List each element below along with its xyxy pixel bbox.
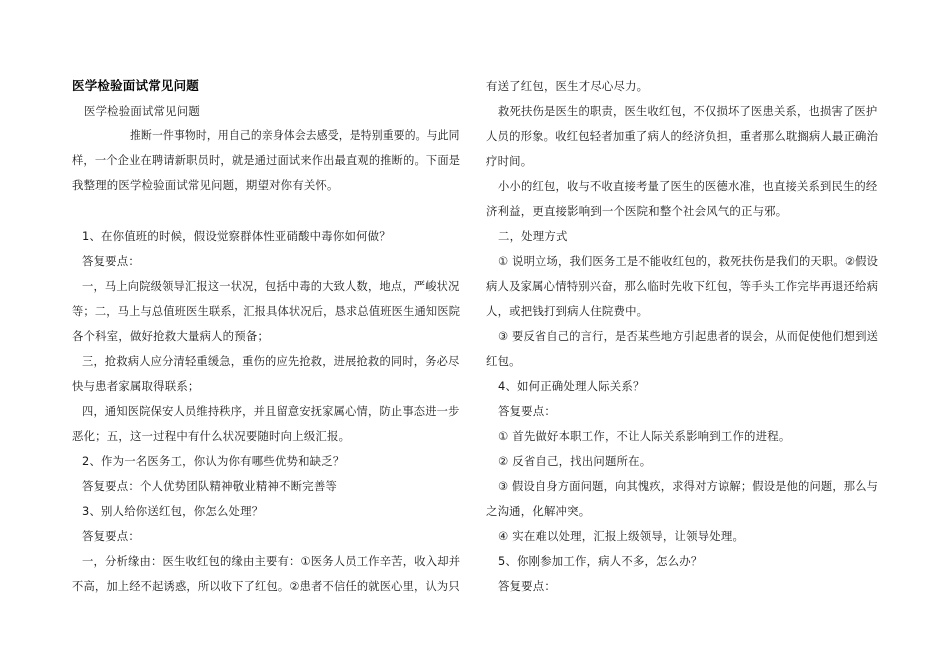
paragraph-line: 样，一个企业在聘请新职员时，就是通过面试来作出最直观的推断的。下面是 bbox=[72, 153, 461, 167]
answer-label: 答复要点： bbox=[82, 254, 140, 268]
paragraph-line: 推断一件事物时，用自己的亲身体会去感受，是特别重要的。与此同 bbox=[130, 128, 460, 142]
question-line: 3、别人给你送红包，你怎么处理？ bbox=[82, 504, 264, 518]
paragraph-line: ③ 要反省自己的言行，是否某些地方引起患者的误会，从而促使他们想到送 bbox=[498, 329, 879, 343]
paragraph-line: ③ 假设自身方面问题，向其愧疚，求得对方谅解；假设是他的问题，那么与 bbox=[498, 479, 879, 493]
answer-label: 答复要点： bbox=[498, 404, 556, 418]
paragraph-line: 之沟通，化解冲突。 bbox=[486, 504, 591, 518]
document-title: 医学检验面试常见问题 bbox=[72, 78, 200, 93]
paragraph-line: 疗时间。 bbox=[486, 154, 533, 168]
question-line: 2、作为一名医务工，你认为你有哪些优势和缺乏？ bbox=[82, 454, 345, 468]
paragraph-line: ① 说明立场，我们医务工是不能收红包的，救死扶伤是我们的天职。②假设 bbox=[498, 254, 879, 268]
paragraph-line: 我整理的医学检验面试常见问题，期望对你有关怀。 bbox=[72, 178, 339, 192]
paragraph-line: 一，分析缘由：医生收红包的缘由主要有：①医务人员工作辛苦，收入却并 bbox=[82, 554, 461, 568]
paragraph-line: 各个科室，做好抢救大量病人的预备； bbox=[72, 329, 270, 343]
paragraph-line: 有送了红包，医生才尽心尽力。 bbox=[486, 79, 649, 93]
paragraph-line: 答复要点：个人优势团队精神敬业精神不断完善等 bbox=[82, 479, 337, 493]
paragraph-line: 济利益，更直接影响到一个医院和整个社会风气的正与邪。 bbox=[486, 204, 788, 218]
question-line: 5、你刚参加工作，病人不多，怎么办？ bbox=[498, 554, 703, 568]
paragraph-line: 人员的形象。收红包轻者加重了病人的经济负担，重者那么耽搁病人最正确治 bbox=[486, 129, 879, 143]
paragraph-line: 人，或把钱打到病人住院费中。 bbox=[486, 304, 649, 318]
answer-label: 答复要点： bbox=[82, 529, 140, 543]
paragraph-line: ④ 实在难以处理，汇报上级领导，让领导处理。 bbox=[498, 529, 745, 543]
paragraph-line: 救死扶伤是医生的职责，医生收红包，不仅损坏了医患关系，也损害了医护 bbox=[498, 104, 878, 118]
paragraph-line: 病人及家属心情特别兴奋，那么临时先收下红包，等手头工作完毕再退还给病 bbox=[486, 279, 879, 293]
paragraph-line: 不高，加上经不起诱惑，所以收下了红包。②患者不信任的就医心里，认为只 bbox=[72, 579, 460, 593]
question-line: 1、在你值班的时候，假设觉察群体性亚硝酸中毒你如何做？ bbox=[82, 229, 391, 243]
paragraph-line: 快与患者家属取得联系； bbox=[72, 379, 200, 393]
subtitle-line: 医学检验面试常见问题 bbox=[84, 104, 200, 118]
paragraph-line: ② 反省自己，找出问题所在。 bbox=[498, 454, 652, 468]
paragraph-line: 恶化；五，这一过程中有什么状况要随时向上级汇报。 bbox=[72, 429, 351, 443]
paragraph-line: 等；二，马上与总值班医生联系，汇报具体状况后，恳求总值班医生通知医院 bbox=[72, 304, 461, 318]
paragraph-line: 一，马上向院级领导汇报这一状况，包括中毒的大致人数，地点，严峻状况 bbox=[82, 279, 460, 293]
answer-label: 答复要点： bbox=[498, 579, 556, 593]
paragraph-line: 红包。 bbox=[486, 354, 521, 368]
paragraph-line: ① 首先做好本职工作，不让人际关系影响到工作的进程。 bbox=[498, 429, 791, 443]
question-line: 4、如何正确处理人际关系？ bbox=[498, 379, 645, 393]
paragraph-line: 小小的红包，收与不收直接考量了医生的医德水准，也直接关系到民生的经 bbox=[498, 179, 878, 193]
section-heading: 二，处理方式 bbox=[498, 229, 568, 243]
paragraph-line: 三，抢救病人应分清轻重缓急，重伤的应先抢救，进展抢救的同时，务必尽 bbox=[82, 354, 460, 368]
paragraph-line: 四，通知医院保安人员维持秩序，并且留意安抚家属心情，防止事态进一步 bbox=[82, 404, 460, 418]
